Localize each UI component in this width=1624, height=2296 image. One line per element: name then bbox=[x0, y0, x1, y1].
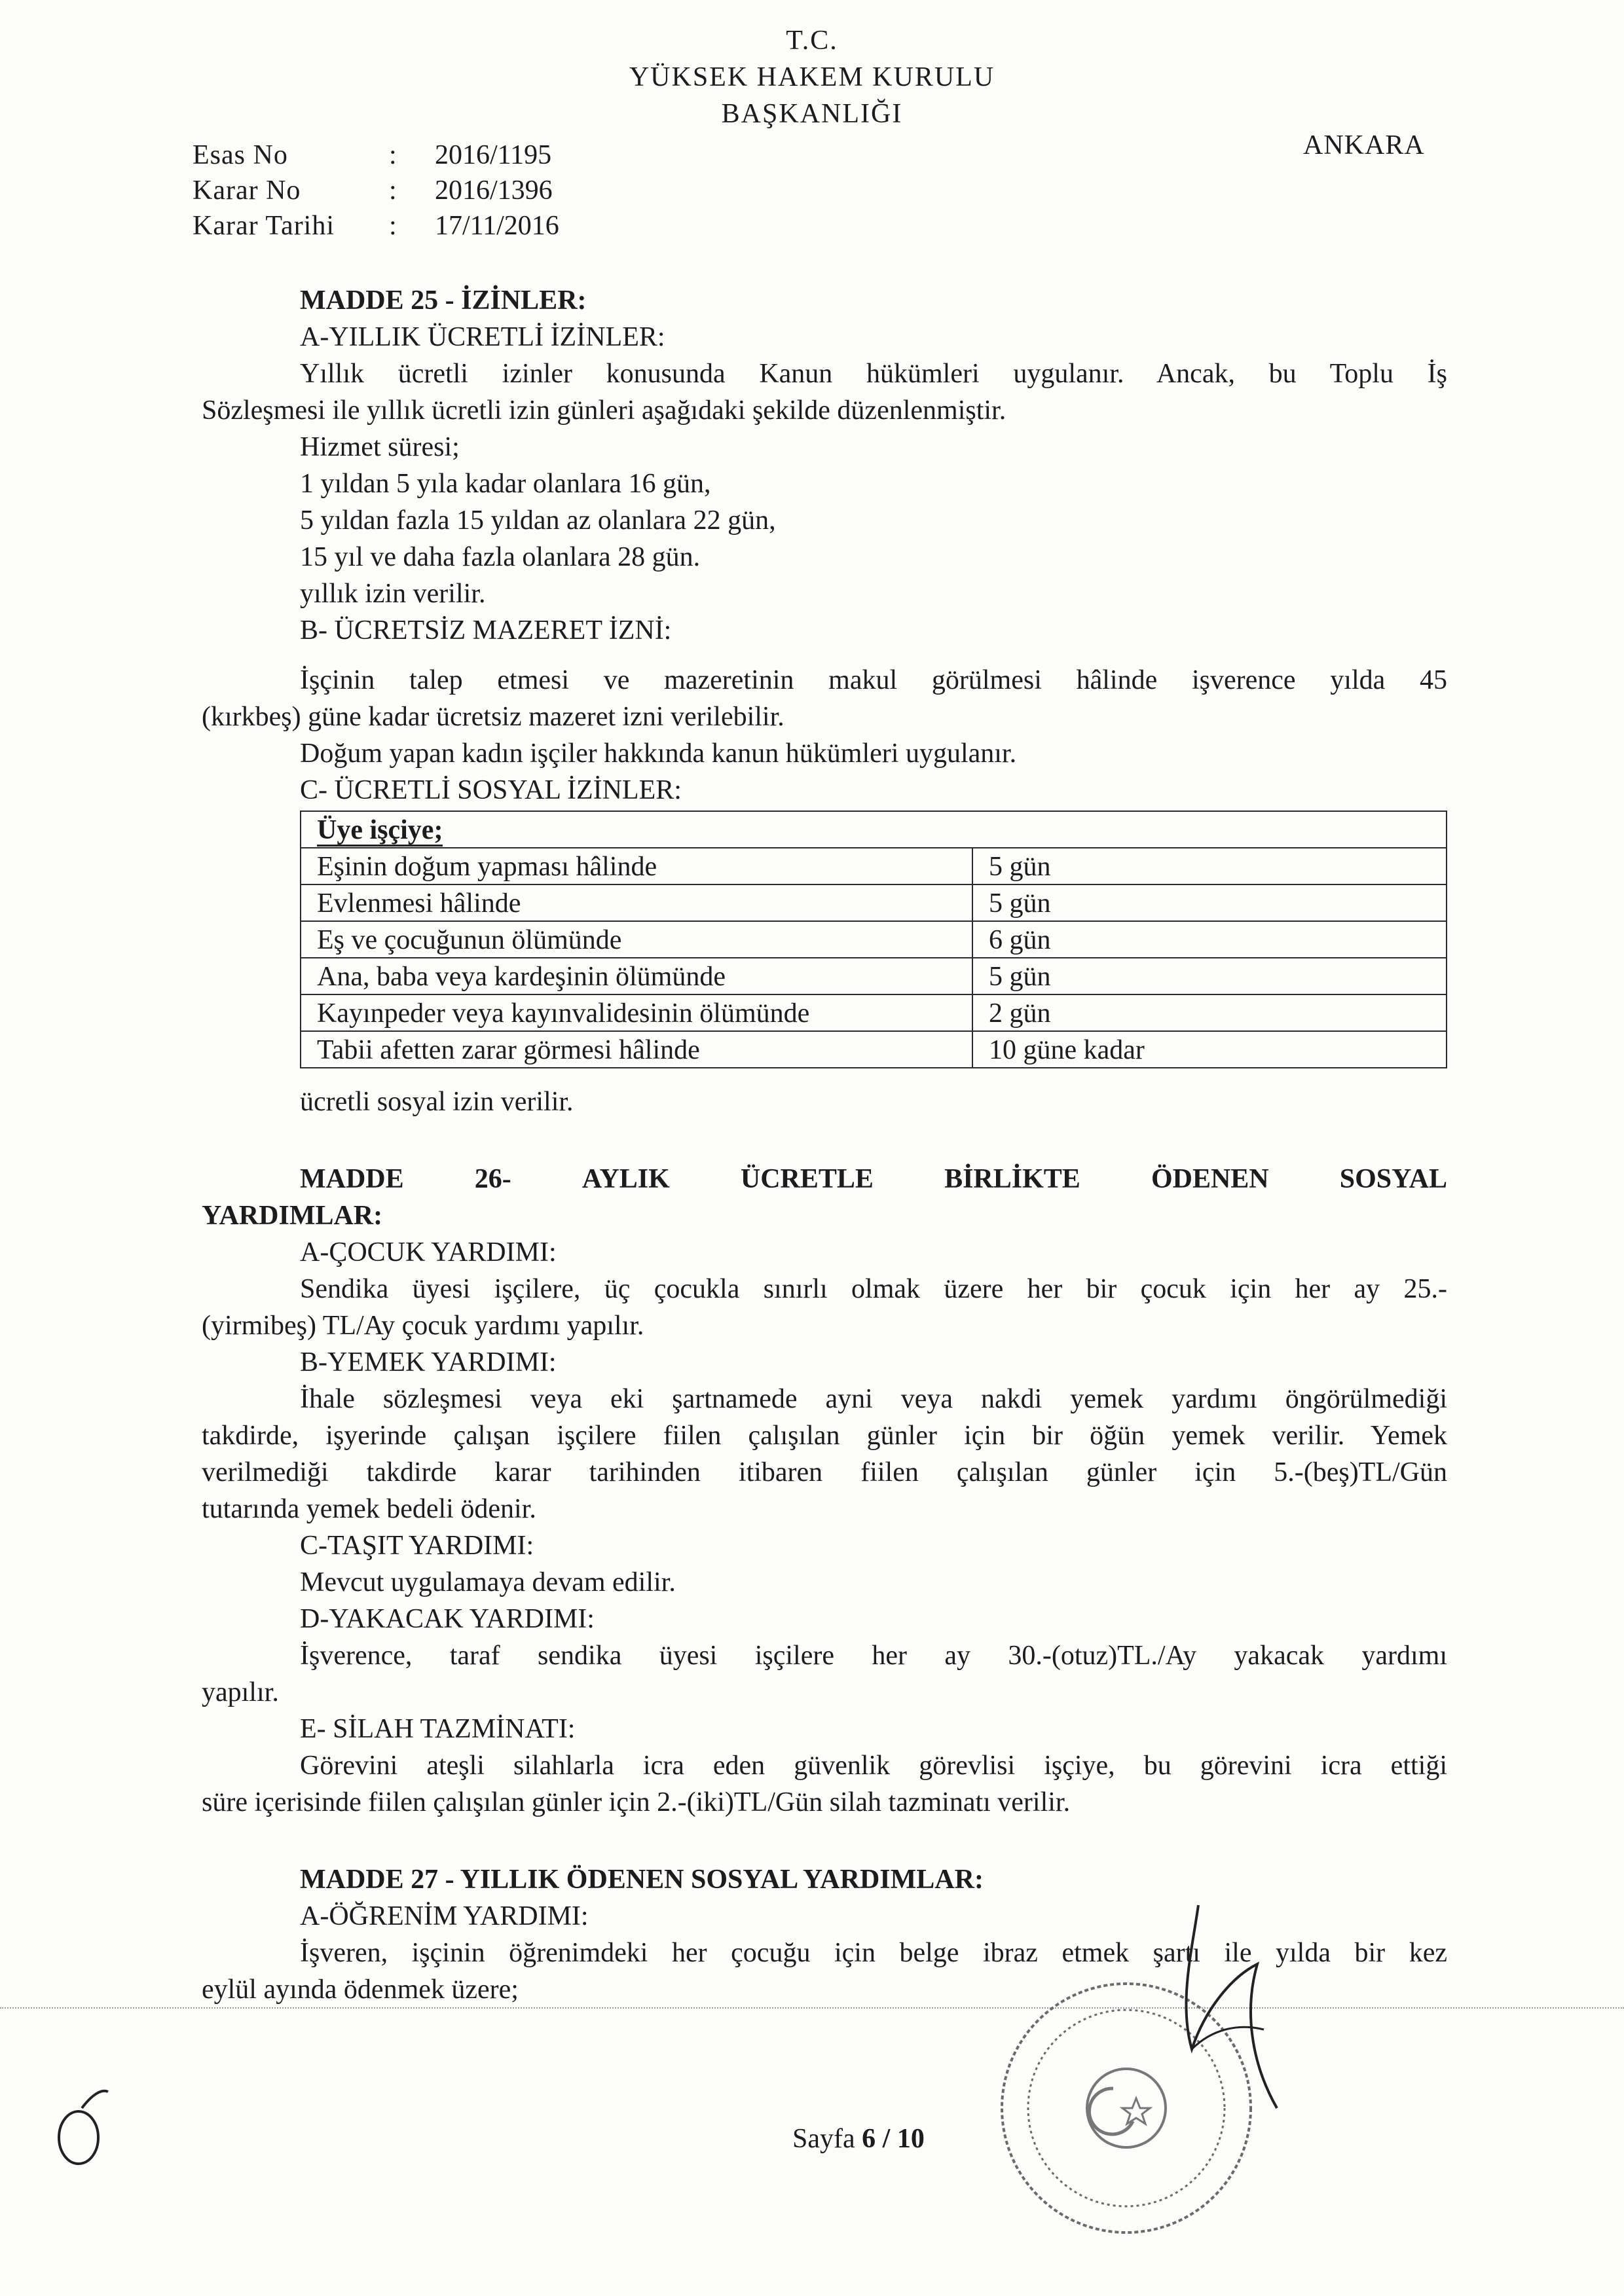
meta-sep: : bbox=[389, 140, 397, 170]
table-cell-value: 5 gün bbox=[972, 848, 1447, 884]
table-cell-value: 6 gün bbox=[972, 921, 1447, 958]
table-cell-value: 5 gün bbox=[972, 884, 1447, 921]
madde25-b-title: B- ÜCRETSİZ MAZERET İZNİ: bbox=[300, 615, 672, 646]
madde26-title-word: ÖDENEN bbox=[1151, 1164, 1269, 1194]
header-city: ANKARA bbox=[1303, 130, 1425, 160]
table-header-label: Üye işçiye; bbox=[317, 815, 443, 845]
madde26-e-paragraph-line2: süre içerisinde fiilen çalışılan günler için 2.-(iki)TL/Gün silah tazminatı verilir. bbox=[202, 1787, 1071, 1817]
hizmet-line-2: 5 yıldan fazla 15 yıldan az olanlara 22 gün, bbox=[300, 505, 776, 536]
page-current: 6 bbox=[862, 2124, 876, 2154]
hizmet-line-3: 15 yıl ve daha fazla olanlara 28 gün. bbox=[300, 542, 701, 572]
meta-tarih bbox=[193, 208, 559, 244]
table-row bbox=[301, 921, 1447, 958]
madde26-b-paragraph-line2: takdirde, işyerinde çalışan işçilere fiilen çalışılan günler için bir öğün yemek verilir. Yemek bbox=[202, 1421, 1447, 1451]
table-row bbox=[301, 884, 1447, 921]
table-cell-label: Eş ve çocuğunun ölümünde bbox=[301, 921, 972, 958]
madde26-d-paragraph-line1: İşverence, taraf sendika üyesi işçilere her ay 30.-(otuz)TL./Ay yakacak yardımı bbox=[300, 1641, 1447, 1671]
madde25-a-paragraph-line1: Yıllık ücretli izinler konusunda Kanun hükümleri uygulanır. Ancak, bu Toplu İş bbox=[300, 359, 1447, 389]
madde25-b-paragraph-line2: (kırkbeş) güne kadar ücretsiz mazeret izni verilebilir. bbox=[202, 702, 784, 732]
madde25-a-title: A-YILLIK ÜCRETLİ İZİNLER: bbox=[300, 322, 665, 352]
table-header-cell bbox=[301, 811, 1447, 848]
meta-karar-label: Karar No bbox=[193, 175, 301, 206]
madde26-b-title: B-YEMEK YARDIMI: bbox=[300, 1347, 557, 1377]
madde26-c-title: C-TAŞIT YARDIMI: bbox=[300, 1531, 534, 1561]
madde25-b-paragraph-line1: İşçinin talep etmesi ve mazeretinin makul görülmesi hâlinde işverence yılda 45 bbox=[300, 665, 1447, 695]
meta-esas bbox=[193, 137, 551, 173]
madde26-b-paragraph-line3: verilmediği takdirde karar tarihinden itibaren fiilen çalışılan günler için 5.-(beş)TL/Gün bbox=[202, 1457, 1447, 1487]
meta-esas-label: Esas No bbox=[193, 140, 288, 170]
madde26-b-paragraph-line4: tutarında yemek bedeli ödenir. bbox=[202, 1494, 536, 1524]
meta-tarih-label: Karar Tarihi bbox=[193, 211, 335, 241]
madde26-title-word: AYLIK bbox=[581, 1164, 670, 1194]
meta-karar-value: 2016/1396 bbox=[435, 175, 553, 206]
table-cell-value: 5 gün bbox=[972, 958, 1447, 994]
madde26-title-word: BİRLİKTE bbox=[944, 1164, 1080, 1194]
meta-tarih-value: 17/11/2016 bbox=[435, 211, 559, 241]
page-total: 10 bbox=[896, 2124, 925, 2154]
meta-sep: : bbox=[389, 211, 397, 241]
table-cell-label: Evlenmesi hâlinde bbox=[301, 884, 972, 921]
madde26-title-line2: YARDIMLAR: bbox=[202, 1201, 383, 1231]
header-presidency: BAŞKANLIĞI bbox=[721, 99, 903, 129]
madde25-b-paragraph2: Doğum yapan kadın işçiler hakkında kanun hükümleri uygulanır. bbox=[300, 738, 1017, 769]
dotted-divider bbox=[0, 2007, 1624, 2009]
hizmet-suresi: Hizmet süresi; bbox=[300, 432, 460, 462]
page-number bbox=[792, 2121, 925, 2157]
madde26-title-line1 bbox=[300, 1161, 1447, 1197]
table-row bbox=[301, 811, 1447, 848]
table-cell-label: Eşinin doğum yapması hâlinde bbox=[301, 848, 972, 884]
table-cell-value: 10 güne kadar bbox=[972, 1031, 1447, 1068]
madde27-a-title: A-ÖĞRENİM YARDIMI: bbox=[300, 1901, 589, 1931]
table-row bbox=[301, 1031, 1447, 1068]
madde26-a-paragraph-line2: (yirmibeş) TL/Ay çocuk yardımı yapılır. bbox=[202, 1311, 644, 1341]
table-cell-label: Kayınpeder veya kayınvalidesinin ölümünde bbox=[301, 994, 972, 1031]
madde26-d-paragraph-line2: yapılır. bbox=[202, 1677, 279, 1707]
meta-sep: : bbox=[389, 175, 397, 206]
header-institution: YÜKSEK HAKEM KURULU bbox=[629, 62, 995, 92]
table-cell-value: 2 gün bbox=[972, 994, 1447, 1031]
header-tc: T.C. bbox=[786, 26, 838, 56]
madde26-a-title: A-ÇOCUK YARDIMI: bbox=[300, 1237, 557, 1267]
madde26-title-word: ÜCRETLE bbox=[740, 1164, 874, 1194]
table-row bbox=[301, 994, 1447, 1031]
madde26-e-paragraph-line1: Görevini ateşli silahlarla icra eden güvenlik görevlisi işçiye, bu görevini icra ettiği bbox=[300, 1751, 1447, 1781]
madde27-title: MADDE 27 - YILLIK ÖDENEN SOSYAL YARDIMLAR: bbox=[300, 1865, 984, 1895]
table-cell-label: Tabii afetten zarar görmesi hâlinde bbox=[301, 1031, 972, 1068]
hizmet-line-1: 1 yıldan 5 yıla kadar olanlara 16 gün, bbox=[300, 469, 711, 499]
madde26-a-paragraph-line1: Sendika üyesi işçilere, üç çocukla sınırlı olmak üzere her bir çocuk için her ay 25.- bbox=[300, 1274, 1447, 1304]
table-cell-label: Ana, baba veya kardeşinin ölümünde bbox=[301, 958, 972, 994]
page-label: Sayfa bbox=[792, 2124, 855, 2154]
madde26-e-title: E- SİLAH TAZMİNATI: bbox=[300, 1714, 576, 1744]
page-separator: / bbox=[882, 2124, 891, 2154]
madde26-d-title: D-YAKACAK YARDIMI: bbox=[300, 1604, 595, 1634]
madde26-title-word: MADDE bbox=[300, 1164, 404, 1194]
signature bbox=[1153, 1899, 1323, 2134]
madde25-c-after: ücretli sosyal izin verilir. bbox=[300, 1087, 574, 1117]
madde26-title-word: SOSYAL bbox=[1339, 1164, 1447, 1194]
table-row bbox=[301, 848, 1447, 884]
meta-karar bbox=[193, 173, 553, 208]
handwritten-initial bbox=[46, 2082, 118, 2174]
social-leave-table bbox=[300, 811, 1447, 1068]
madde26-title-word: 26- bbox=[474, 1164, 511, 1194]
madde25-c-title: C- ÜCRETLİ SOSYAL İZİNLER: bbox=[300, 775, 682, 805]
hizmet-line-4: yıllık izin verilir. bbox=[300, 579, 486, 609]
table-row bbox=[301, 958, 1447, 994]
madde25-title: MADDE 25 - İZİNLER: bbox=[300, 285, 587, 316]
meta-esas-value: 2016/1195 bbox=[435, 140, 552, 170]
madde27-a-paragraph-line2: eylül ayında ödenmek üzere; bbox=[202, 1975, 519, 2005]
madde25-a-paragraph-line2: Sözleşmesi ile yıllık ücretli izin günleri aşağıdaki şekilde düzenlenmiştir. bbox=[202, 395, 1006, 426]
madde26-b-paragraph-line1: İhale sözleşmesi veya eki şartnamede ayni veya nakdi yemek yardımı öngörülmediği bbox=[300, 1384, 1447, 1414]
madde27-a-paragraph-line1: İşveren, işçinin öğrenimdeki her çocuğu için belge ibraz etmek şartı ile yılda bir kez bbox=[300, 1938, 1447, 1968]
madde26-c-paragraph: Mevcut uygulamaya devam edilir. bbox=[300, 1567, 676, 1597]
